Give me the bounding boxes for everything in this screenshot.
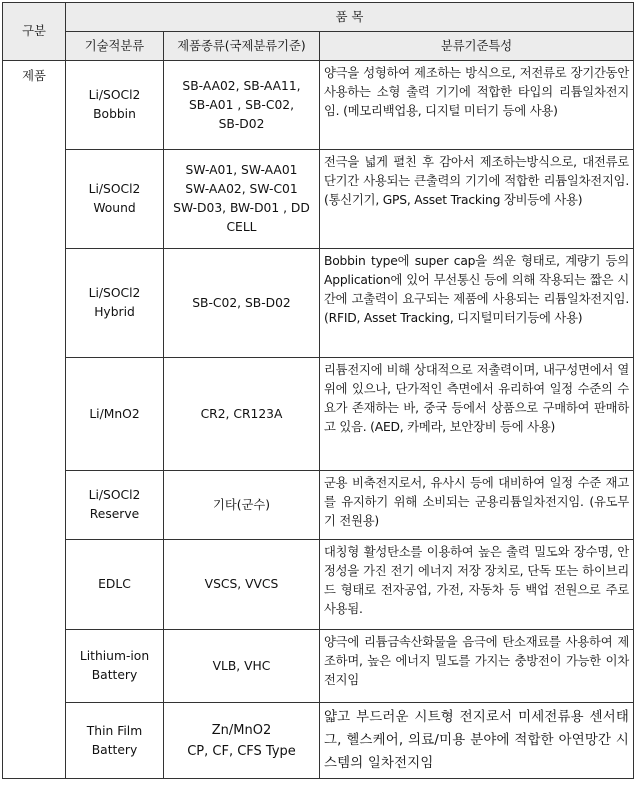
type-line: SW-A01, SW-AA01 [185,163,298,177]
type-cell [164,471,320,540]
tech-cell [66,703,164,779]
table-row [3,150,634,249]
table-row [3,61,634,150]
header-criteria: 분류기준특성 [320,32,634,61]
type-line: VLB, VHC [212,658,271,673]
table-row [3,249,634,358]
type-cell [164,150,320,249]
type-cell [164,61,320,150]
tech-line: EDLC [98,577,131,591]
type-line: SB-D02 [218,116,265,131]
type-line: SB-A01 , SB-C02, [188,97,295,112]
type-line: SW-D03, BW-D01 , DD [173,201,310,215]
tech-line: Wound [93,201,136,215]
type-line: Zn/MnO2 [211,722,272,738]
table-row [3,630,634,703]
tech-cell [66,150,164,249]
tech-line: Li/SOCl2 [88,88,141,102]
tech-cell [66,61,164,150]
header-product-item: 품 목 [66,3,634,32]
type-line: SB-C02, SB-D02 [192,295,291,310]
desc-cell: Bobbin type에 super cap을 씌운 형태로, 계량기 등의 Application에 있어 무선통신 등에 의해 작용되는 짧은 시간에 고출력이 요구되는 제품에 사용되는 리튬일차전지임. (RFID, Asset Tracking, 디지털미터기등에 사용) [320,249,634,358]
desc-cell: 양극을 성형하여 제조하는 방식으로, 저전류로 장기간동안 사용하는 소형 출력 기기에 적합한 타입의 리튬일차전지임. (메모리백업용, 디지털 미터기 등에 사용) [320,61,634,150]
type-cell [164,540,320,630]
tech-line: Li/SOCl2 [88,286,141,300]
desc-cell: 군용 비축전지로서, 유사시 등에 대비하여 일정 수준 재고를 유지하기 위해 소비되는 군용리튬일차전지임. (유도무기 전원용) [320,471,634,540]
type-line: CP, CF, CFS Type [187,743,296,759]
tech-line: Bobbin [93,107,136,121]
type-line: 기타(군수) [212,497,271,512]
type-cell [164,630,320,703]
category-cell: 제품 [3,61,66,779]
tech-cell [66,630,164,703]
desc-cell: 대칭형 활성탄소를 이용하여 높은 출력 밀도와 장수명, 안정성을 가진 전기 에너지 저장 장치로, 단독 또는 하이브리드 형태로 전자공업, 가전, 자동차 등 백업 전원으로 주로 사용됨. [320,540,634,630]
tech-line: Reserve [89,507,140,521]
header-division: 구분 [3,3,66,61]
tech-line: Li/MnO2 [89,406,140,421]
tech-line: Li/SOCl2 [88,182,141,196]
header-tech-classification: 기술적분류 [66,32,164,61]
desc-cell: 얇고 부드러운 시트형 전지로서 미세전류용 센서태그, 헬스케어, 의료/미용 분야에 적합한 아연망간 시스템의 일차전지임 [320,703,634,779]
tech-line: Battery [91,668,138,682]
table-row [3,703,634,779]
tech-cell [66,540,164,630]
type-line: VSCS, VVCS [204,577,279,591]
desc-cell: 양극에 리튬금속산화물을 음극에 탄소재료를 사용하여 제조하며, 높은 에너지 밀도를 가지는 충방전이 가능한 이차전지임 [320,630,634,703]
table-row [3,540,634,630]
tech-line: Battery [91,742,138,757]
product-classification-table [2,2,634,779]
type-line: SB-AA02, SB-AA11, [182,78,301,93]
header-product-type: 제품종류(국제분류기준) [164,32,320,61]
type-line: SW-AA02, SW-C01 [185,182,298,196]
tech-cell [66,249,164,358]
desc-cell: 리튬전지에 비해 상대적으로 저출력이며, 내구성면에서 열위에 있으나, 단가적인 측면에서 유리하여 일정 수준의 수요가 존재하는 바, 중국 등에서 상품으로 구매하여 판매하고 있음. (AED, 카메라, 보안장비 등에 사용) [320,358,634,471]
tech-line: Hybrid [94,305,135,319]
tech-line: Li/SOCl2 [88,488,141,502]
type-line: CELL [226,220,257,234]
type-cell [164,358,320,471]
type-line: CR2, CR123A [200,406,283,421]
tech-cell [66,471,164,540]
type-cell [164,703,320,779]
tech-line: Lithium-ion [79,649,150,663]
table-row [3,471,634,540]
type-cell [164,249,320,358]
table-row [3,358,634,471]
desc-cell: 전극을 넓게 펼친 후 감아서 제조하는방식으로, 대전류로단기간 사용되는 큰출력의 기기에 적합한 리튬일차전지임. (통신기기, GPS, Asset Tracking 장비등에 사용) [320,150,634,249]
tech-line: Thin Film [86,723,143,738]
tech-cell [66,358,164,471]
